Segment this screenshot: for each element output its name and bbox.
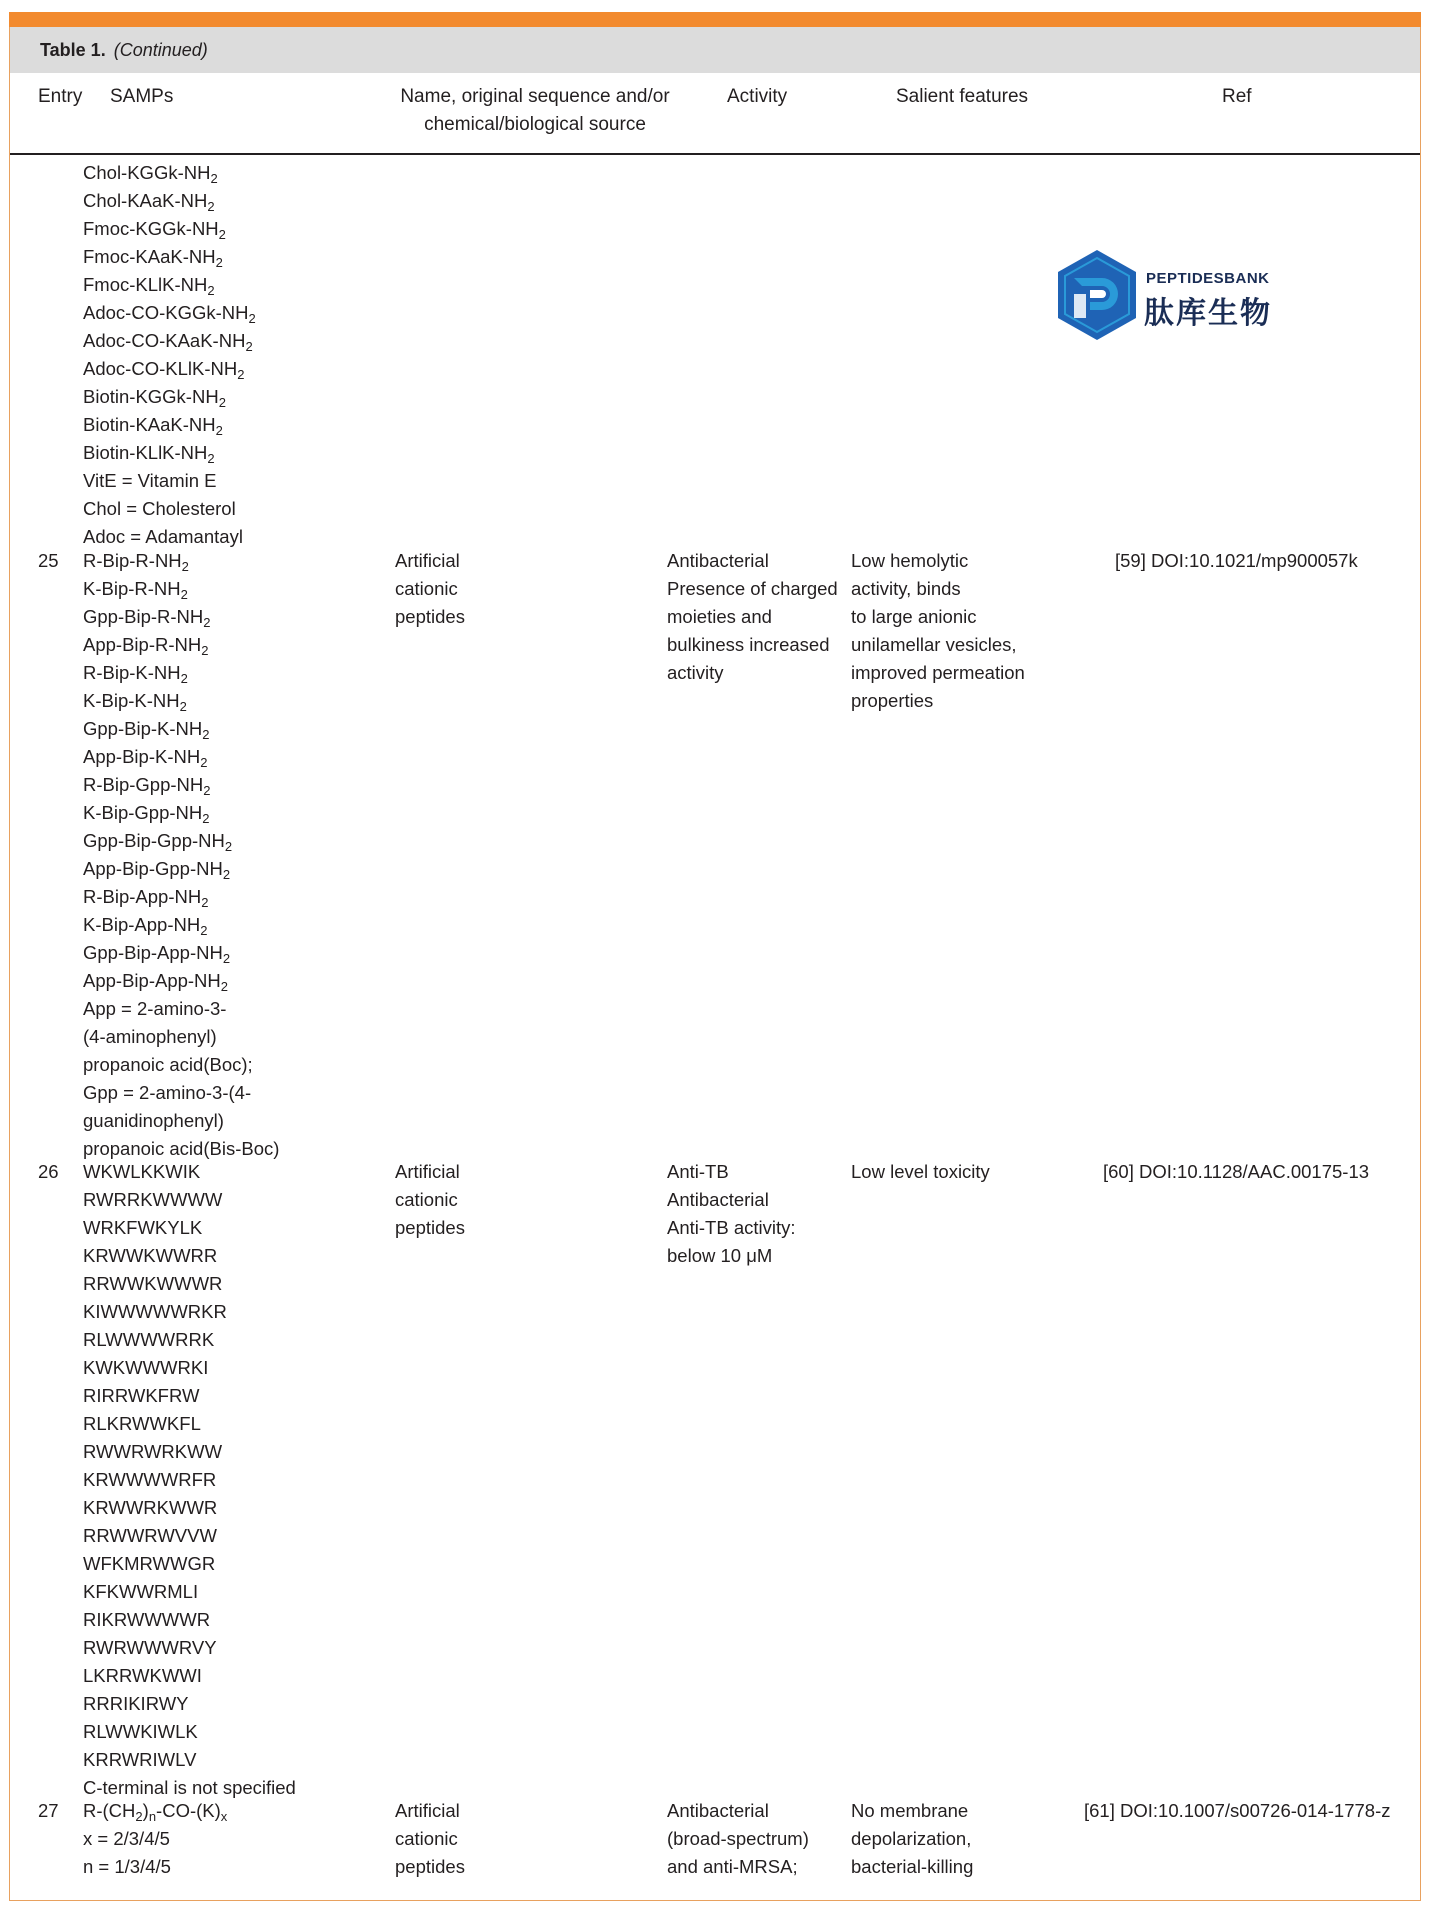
samp-text: RRRIKIRWY [83, 1693, 189, 1714]
samp-text: RLWWWWRRK [83, 1329, 215, 1350]
entry-25-samp-item [83, 939, 279, 967]
entry-26-number: 26 [38, 1161, 59, 1182]
entry-25-samp-item [83, 575, 279, 603]
entry-27-ref: [61] DOI:10.1007/s00726-014-1778-z [1084, 1800, 1391, 1821]
table-continued: (Continued) [113, 40, 208, 60]
samp-text: ) [142, 1800, 149, 1821]
entry-25-activity [667, 547, 838, 687]
samp-text: RIKRWWWWR [83, 1609, 211, 1630]
entry-25-features-line: properties [851, 690, 934, 711]
entry-26-samp-item [83, 1634, 296, 1662]
entry-25-samp-item [83, 603, 279, 631]
samp-text: KRWWKWWRR [83, 1245, 218, 1266]
samp-text: K-Bip-R-NH [83, 578, 181, 599]
samp-text: RRWWKWWWR [83, 1273, 223, 1294]
entry-26-samp-item [83, 1270, 296, 1298]
samp-subscript: 2 [215, 255, 223, 270]
entry-25-samps [83, 547, 279, 1163]
samp-text: Adoc = Adamantayl [83, 526, 243, 547]
prior-samp-item [83, 383, 256, 411]
samp-subscript: 2 [203, 783, 211, 798]
entry-25-samp-item [83, 631, 279, 659]
samp-text: propanoic acid(Bis-Boc) [83, 1138, 280, 1159]
samp-subscript: 2 [222, 867, 231, 882]
prior-samp-item [83, 467, 256, 495]
entry-26-activity-line: Anti-TB [667, 1161, 729, 1182]
samp-text: KIWWWWWRKR [83, 1301, 227, 1322]
entry-26-samp-item [83, 1690, 296, 1718]
samp-text: Adoc-CO-KAaK-NH [83, 330, 246, 351]
samp-text: Chol = Cholesterol [83, 498, 236, 519]
entry-27-samps [83, 1797, 227, 1881]
samp-text: RWRRKWWWW [83, 1189, 223, 1210]
entry-26-samp-item [83, 1354, 296, 1382]
entry-26-samp-item [83, 1326, 296, 1354]
samp-text: KRRWRIWLV [83, 1749, 197, 1770]
entry-25-samp-item [83, 1023, 279, 1051]
entry-27-activity-line: Antibacterial [667, 1800, 769, 1821]
samp-text: Gpp = 2-amino-3-(4- [83, 1082, 252, 1103]
entry-25-samp-item [83, 659, 279, 687]
samp-subscript: 2 [222, 951, 231, 966]
samp-subscript: 2 [180, 587, 188, 602]
prior-samps-list [83, 159, 256, 551]
samp-subscript: 2 [200, 755, 208, 770]
entry-26-samp-item [83, 1606, 296, 1634]
header-accent-bar [9, 12, 1421, 27]
entry-25-samp-item [83, 995, 279, 1023]
samp-text: (4-aminophenyl) [83, 1026, 217, 1047]
table-label: Table 1. [40, 40, 106, 60]
prior-samp-item [83, 495, 256, 523]
samp-text: x = 2/3/4/5 [83, 1828, 170, 1849]
entry-25-activity-line: activity [667, 662, 724, 683]
samp-subscript: 2 [220, 979, 229, 994]
entry-26-samp-item [83, 1466, 296, 1494]
entry-26-samp-item [83, 1158, 296, 1186]
entry-26-samp-item [83, 1746, 296, 1774]
entry-25-activity-line: bulkiness increased [667, 634, 830, 655]
samp-subscript: 2 [203, 615, 211, 630]
entry-26-samp-item [83, 1550, 296, 1578]
entry-27-samp-item [83, 1825, 227, 1853]
samp-text: App-Bip-App-NH [83, 970, 221, 991]
entry-27-features-line: depolarization, [851, 1828, 972, 1849]
entry-26-activity-line: Anti-TB activity: [667, 1217, 796, 1238]
entry-27-number: 27 [38, 1800, 59, 1821]
samp-text: KWKWWWRKI [83, 1357, 209, 1378]
samp-text: App-Bip-K-NH [83, 746, 201, 767]
entry-27-name-line: Artificial [395, 1800, 460, 1821]
prior-samp-item [83, 215, 256, 243]
header-rule [10, 153, 1420, 155]
samp-subscript: 2 [245, 339, 253, 354]
entry-26-samp-item [83, 1298, 296, 1326]
samp-subscript: 2 [202, 811, 210, 826]
entry-26-samp-item [83, 1578, 296, 1606]
entry-27-activity [667, 1797, 809, 1881]
entry-26-samp-item [83, 1662, 296, 1690]
entry-25-features-line: Low hemolytic [851, 550, 969, 571]
entry-26-samp-item [83, 1214, 296, 1242]
samp-subscript: 2 [215, 423, 223, 438]
entry-26-name [395, 1158, 465, 1242]
samp-subscript: 2 [135, 1809, 143, 1824]
prior-samp-item [83, 187, 256, 215]
samp-text: -CO-(K) [156, 1800, 221, 1821]
entry-26-activity [667, 1158, 796, 1270]
prior-samp-item [83, 299, 256, 327]
samp-text: KRWWWWRFR [83, 1469, 217, 1490]
prior-samp-item [83, 243, 256, 271]
samp-text: Adoc-CO-KGGk-NH [83, 302, 249, 323]
samp-text: R-Bip-App-NH [83, 886, 202, 907]
prior-samp-item [83, 439, 256, 467]
entry-25-features-line: unilamellar vesicles, [851, 634, 1017, 655]
samp-text: Fmoc-KAaK-NH [83, 246, 216, 267]
samp-subscript: 2 [200, 923, 208, 938]
header-entry: Entry [38, 86, 83, 107]
samp-text: Biotin-KGGk-NH [83, 386, 219, 407]
samp-text: RWWRWRKWW [83, 1441, 223, 1462]
samp-subscript: 2 [218, 395, 226, 410]
entry-27-features-line: bacterial-killing [851, 1856, 974, 1877]
samp-text: WKWLKKWIK [83, 1161, 201, 1182]
prior-samp-item [83, 327, 256, 355]
samp-text: Gpp-Bip-K-NH [83, 718, 203, 739]
entry-25-name-line: Artificial [395, 550, 460, 571]
samp-text: Gpp-Bip-Gpp-NH [83, 830, 225, 851]
entry-26-samp-item [83, 1242, 296, 1270]
prior-samp-item [83, 411, 256, 439]
prior-samp-item [83, 159, 256, 187]
samp-text: C-terminal is not specified [83, 1777, 296, 1798]
samp-text: K-Bip-K-NH [83, 690, 180, 711]
samp-subscript: 2 [207, 283, 215, 298]
samp-text: n = 1/3/4/5 [83, 1856, 171, 1877]
header-ref: Ref [1222, 86, 1252, 107]
samp-text: LKRRWKWWI [83, 1665, 202, 1686]
samp-text: VitE = Vitamin E [83, 470, 217, 491]
entry-27-samp-item [83, 1853, 227, 1881]
samp-subscript: 2 [207, 451, 215, 466]
samp-text: RLKRWWKFL [83, 1413, 201, 1434]
logo-brand-en: PEPTIDESBANK [1146, 270, 1270, 287]
samp-text: Gpp-Bip-App-NH [83, 942, 223, 963]
entry-25-samp-item [83, 827, 279, 855]
samp-text: App = 2-amino-3- [83, 998, 227, 1019]
samp-text: Gpp-Bip-R-NH [83, 606, 204, 627]
entry-25-activity-line: Presence of charged [667, 578, 838, 599]
samp-text: App-Bip-Gpp-NH [83, 858, 223, 879]
samp-text: Biotin-KAaK-NH [83, 414, 216, 435]
samp-text: KRWWRKWWR [83, 1497, 218, 1518]
samp-text: R-(CH [83, 1800, 136, 1821]
samp-subscript: 2 [224, 839, 233, 854]
samp-subscript: 2 [179, 699, 187, 714]
entry-27-features-line: No membrane [851, 1800, 969, 1821]
entry-25-samp-item [83, 911, 279, 939]
entry-25-samp-item [83, 715, 279, 743]
samp-text: R-Bip-R-NH [83, 550, 182, 571]
header-name-line2: chemical/biological source [424, 114, 646, 135]
entry-25-samp-item [83, 547, 279, 575]
entry-25-samp-item [83, 1107, 279, 1135]
entry-25-name-line: cationic [395, 578, 458, 599]
samp-text: RWRWWWRVY [83, 1637, 217, 1658]
entry-26-samp-item [83, 1522, 296, 1550]
samp-text: Fmoc-KLlK-NH [83, 274, 208, 295]
header-name-line1: Name, original sequence and/or [400, 86, 670, 107]
entry-25-samp-item [83, 1051, 279, 1079]
entry-26-activity-line: below 10 μM [667, 1245, 773, 1266]
entry-25-name-line: peptides [395, 606, 465, 627]
logo-brand-cn: 肽库生物 [1144, 297, 1272, 330]
samp-text: K-Bip-App-NH [83, 914, 201, 935]
entry-26-name-line: Artificial [395, 1161, 460, 1182]
samp-subscript: n [148, 1809, 157, 1824]
entry-27-samp-item [83, 1797, 227, 1825]
entry-27-activity-line: (broad-spectrum) [667, 1828, 809, 1849]
entry-27-name-line: cationic [395, 1828, 458, 1849]
entry-25-name [395, 547, 465, 631]
samp-subscript: 2 [181, 559, 189, 574]
entry-26-samp-item [83, 1382, 296, 1410]
entry-26-samp-item [83, 1410, 296, 1438]
header-samps: SAMPs [110, 86, 174, 107]
samp-text: KFKWWRMLI [83, 1581, 199, 1602]
samp-subscript: 2 [202, 727, 210, 742]
header-name [395, 83, 675, 139]
entry-26-samp-item [83, 1186, 296, 1214]
entry-26-features-line: Low level toxicity [851, 1161, 990, 1182]
entry-25-samp-item [83, 1079, 279, 1107]
samp-text: R-Bip-Gpp-NH [83, 774, 204, 795]
samp-subscript: 2 [237, 367, 245, 382]
entry-25-number: 25 [38, 550, 59, 571]
entry-26-samps [83, 1158, 296, 1802]
samp-subscript: 2 [180, 671, 188, 686]
table-caption [10, 27, 1420, 73]
samp-subscript: 2 [201, 643, 209, 658]
entry-25-features-line: to large anionic [851, 606, 977, 627]
prior-samp-item [83, 355, 256, 383]
samp-subscript: 2 [207, 199, 215, 214]
entry-27-name-line: peptides [395, 1856, 465, 1877]
entry-25-activity-line: Antibacterial [667, 550, 769, 571]
samp-text: R-Bip-K-NH [83, 662, 181, 683]
samp-text: App-Bip-R-NH [83, 634, 202, 655]
samp-text: WFKMRWWGR [83, 1553, 216, 1574]
entry-26-name-line: cationic [395, 1189, 458, 1210]
entry-27-name [395, 1797, 465, 1881]
entry-25-features-line: activity, binds [851, 578, 961, 599]
entry-26-activity-line: Antibacterial [667, 1189, 769, 1210]
samp-subscript: 2 [210, 171, 218, 186]
entry-25-samp-item [83, 687, 279, 715]
samp-text: RLWWKIWLK [83, 1721, 198, 1742]
entry-26-samp-item [83, 1494, 296, 1522]
entry-26-name-line: peptides [395, 1217, 465, 1238]
entry-25-samp-item [83, 855, 279, 883]
header-features: Salient features [896, 86, 1029, 107]
samp-text: guanidinophenyl) [83, 1110, 224, 1131]
entry-26-features [851, 1158, 990, 1186]
samp-text: RRWWRWVVW [83, 1525, 217, 1546]
entry-25-features-line: improved permeation [851, 662, 1025, 683]
samp-subscript: x [220, 1809, 228, 1824]
entry-25-samp-item [83, 799, 279, 827]
header-activity: Activity [727, 86, 788, 107]
samp-text: propanoic acid(Boc); [83, 1054, 253, 1075]
samp-text: Biotin-KLlK-NH [83, 442, 208, 463]
samp-subscript: 2 [248, 311, 256, 326]
samp-text: RIRRWKFRW [83, 1385, 200, 1406]
samp-text: K-Bip-Gpp-NH [83, 802, 203, 823]
entry-27-features [851, 1797, 973, 1881]
entry-25-samp-item [83, 883, 279, 911]
entry-25-activity-line: moieties and [667, 606, 772, 627]
samp-subscript: 2 [218, 227, 226, 242]
entry-25-samp-item [83, 743, 279, 771]
entry-27-activity-line: and anti-MRSA; [667, 1856, 798, 1877]
samp-text: Chol-KGGk-NH [83, 162, 211, 183]
samp-subscript: 2 [201, 895, 209, 910]
entry-26-samp-item [83, 1438, 296, 1466]
samp-text: Fmoc-KGGk-NH [83, 218, 219, 239]
entry-25-ref: [59] DOI:10.1021/mp900057k [1115, 550, 1358, 571]
entry-26-samp-item [83, 1718, 296, 1746]
prior-samp-item [83, 271, 256, 299]
entry-25-samp-item [83, 771, 279, 799]
samp-text: WRKFWKYLK [83, 1217, 203, 1238]
samp-text: Chol-KAaK-NH [83, 190, 208, 211]
entry-26-ref: [60] DOI:10.1128/AAC.00175-13 [1103, 1161, 1370, 1182]
samp-text: Adoc-CO-KLlK-NH [83, 358, 238, 379]
entry-25-features [851, 547, 1025, 715]
entry-25-samp-item [83, 967, 279, 995]
